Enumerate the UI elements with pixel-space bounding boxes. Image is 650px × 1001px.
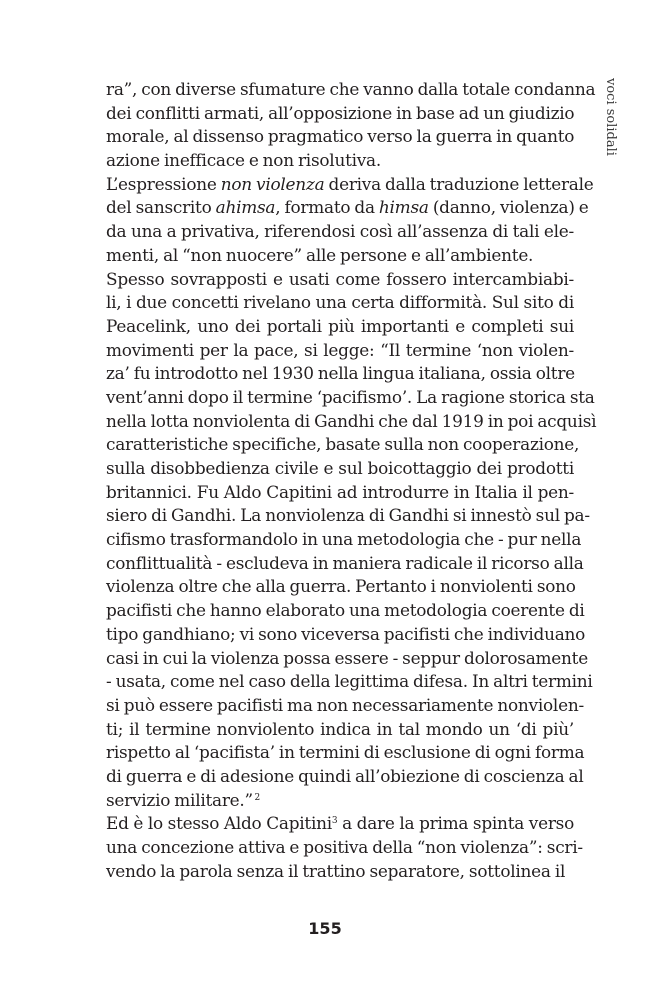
text-line xyxy=(106,812,574,836)
text-line: da una a privativa, riferendosi così all’assenza di tali ele- xyxy=(106,221,574,242)
text-segment: a dare la prima spinta verso xyxy=(337,813,574,834)
italic-term: ahimsa xyxy=(215,197,276,218)
text-segment: (danno, violenza) e xyxy=(428,197,589,218)
text-line: pacifisti che hanno elaborato una metodologia coerente di xyxy=(106,600,585,621)
italic-term: himsa xyxy=(378,197,429,218)
text-line: nella lotta nonviolenta di Gandhi che dal 1919 in poi acquisì xyxy=(106,410,597,431)
text-line: li, i due concetti rivelano una certa difformità. Sul sito di xyxy=(106,292,574,313)
text-segment: , formato da xyxy=(275,197,379,218)
footnote-marker: 2 xyxy=(252,792,261,803)
text-line: violenza oltre che alla guerra. Pertanto i nonviolenti sono xyxy=(106,576,576,597)
text-line: za’ fu introdotto nel 1930 nella lingua italiana, ossia oltre xyxy=(106,363,575,384)
text-line: siero di Gandhi. La nonviolenza di Gandhi si innestò sul pa- xyxy=(106,505,590,526)
text-line: ti; il termine nonviolento indica in tal mondo un ‘di più’ xyxy=(106,718,574,739)
text-line: una concezione attiva e positiva della “non violenza”: scri- xyxy=(106,837,583,857)
text-line: tipo gandhiano; vi sono viceversa pacifisti che individuano xyxy=(106,623,586,644)
text-segment: L’espressione xyxy=(106,173,221,194)
text-line: caratteristiche specifiche, basate sulla non cooperazione, xyxy=(106,434,580,455)
text-segment: servizio militare.” xyxy=(106,789,253,810)
text-line: ra”, con diverse sfumature che vanno dalla totale condanna xyxy=(106,79,596,99)
text-line: morale, al dissenso pragmatico verso la guerra in quanto xyxy=(106,126,575,147)
text-segment: del sanscrito xyxy=(106,197,216,218)
text-line: azione inefficace e non risolutiva. xyxy=(106,150,381,171)
text-line: Peacelink, uno dei portali più importanti e completi sui xyxy=(106,315,574,336)
text-line: Spesso sovrapposti e usati come fossero intercambiabi- xyxy=(106,268,574,289)
text-line xyxy=(106,196,589,220)
text-line: cifismo trasformandolo in una metodologia che - pur nella xyxy=(106,529,582,550)
text-line: rispetto al ‘pacifista’ in termini di esclusione di ogni forma xyxy=(106,742,585,763)
text-line: - usata, come nel caso della legittima difesa. In altri termini xyxy=(106,671,593,692)
text-line: movimenti per la pace, si legge: “Il termine ‘non violen- xyxy=(106,339,574,360)
text-line: vendo la parola senza il trattino separatore, sottolinea il xyxy=(106,860,566,881)
footnote-marker: 3 xyxy=(331,816,338,827)
text-line: sulla disobbedienza civile e sul boicottaggio dei prodotti xyxy=(106,458,574,478)
text-segment: Ed è lo stesso Aldo Capitini xyxy=(106,813,332,834)
page-number: 155 xyxy=(308,919,342,938)
text-line: dei conflitti armati, all’opposizione in base ad un giudizio xyxy=(106,102,575,123)
text-line: menti, al “non nuocere” alle persone e all’ambiente. xyxy=(106,244,534,265)
text-line xyxy=(106,173,594,197)
text-line: di guerra e di adesione quindi all’obiezione di coscienza al xyxy=(106,765,584,786)
text-line: conflittualità - escludeva in maniera radicale il ricorso alla xyxy=(106,552,584,573)
text-line: casi in cui la violenza possa essere - seppur dolorosamente xyxy=(106,647,588,668)
text-line: britannici. Fu Aldo Capitini ad introdurre in Italia il pen- xyxy=(106,481,574,502)
text-line: si può essere pacifisti ma non necessariamente nonviolen- xyxy=(106,694,584,715)
text-line xyxy=(106,789,574,813)
running-head-text: voci solidali xyxy=(603,78,618,156)
body-text xyxy=(106,78,597,883)
text-segment: deriva dalla traduzione letterale xyxy=(324,173,594,194)
italic-term: non violenza xyxy=(220,173,325,194)
running-head xyxy=(598,78,628,188)
text-line: vent’anni dopo il termine ‘pacifismo’. La ragione storica sta xyxy=(106,386,595,407)
